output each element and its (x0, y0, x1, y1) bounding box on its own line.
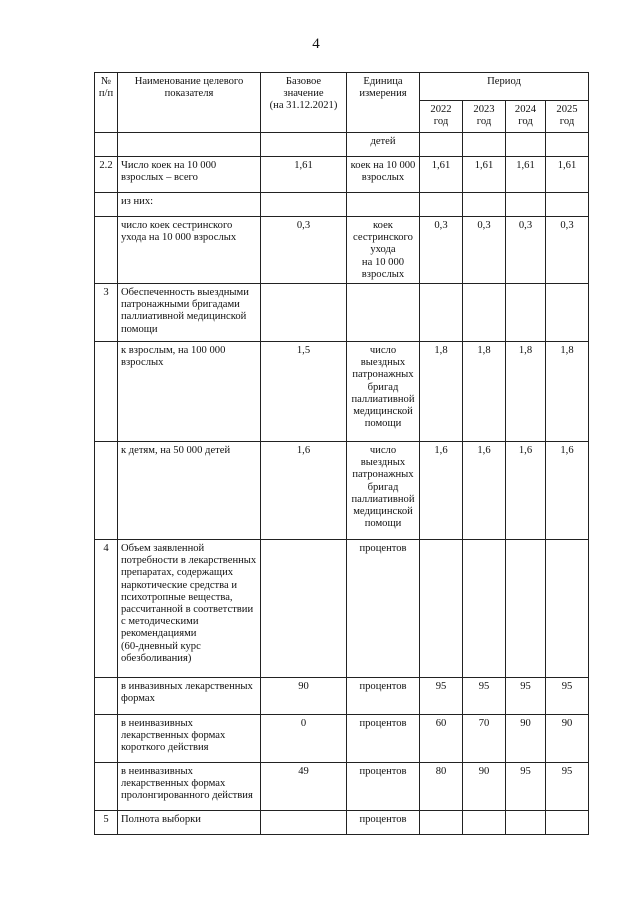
table-row (95, 763, 589, 811)
base-value-cell (261, 133, 347, 157)
year-value-cell: 90 (546, 715, 589, 763)
year-value-cell: 95 (546, 763, 589, 811)
page-number: 4 (312, 36, 320, 52)
year-value-cell: 1,61 (420, 157, 463, 193)
header-period: Период (420, 73, 589, 101)
unit-cell: детей (347, 133, 420, 157)
year-value-cell: 95 (506, 678, 546, 715)
table-row (95, 811, 589, 835)
year-value-cell: 1,8 (420, 342, 463, 442)
indicator-name-cell: к взрослым, на 100 000 взрослых (118, 342, 261, 442)
indicator-name-cell: в инвазивных лекарственных формах (118, 678, 261, 715)
target-indicators-table (94, 72, 589, 835)
base-value-cell: 1,6 (261, 442, 347, 540)
year-value-cell (546, 811, 589, 835)
indicator-name-cell: в неинвазивных лекарственных формах короткого действия (118, 715, 261, 763)
year-value-cell (420, 811, 463, 835)
unit-cell: коек на 10 000 взрослых (347, 157, 420, 193)
unit-cell: процентов (347, 763, 420, 811)
year-value-cell: 1,6 (506, 442, 546, 540)
year-value-cell (463, 540, 506, 678)
unit-cell: процентов (347, 678, 420, 715)
year-value-cell: 60 (420, 715, 463, 763)
year-value-cell: 0,3 (546, 217, 589, 284)
row-num-cell (95, 217, 118, 284)
header-year: 2022 год (420, 101, 463, 133)
unit-cell: процентов (347, 715, 420, 763)
year-value-cell (546, 133, 589, 157)
year-value-cell: 80 (420, 763, 463, 811)
table-row (95, 284, 589, 342)
year-value-cell: 0,3 (420, 217, 463, 284)
table-row (95, 342, 589, 442)
base-value-cell (261, 540, 347, 678)
year-value-cell (420, 284, 463, 342)
base-value-cell (261, 284, 347, 342)
table-row (95, 442, 589, 540)
base-value-cell (261, 193, 347, 217)
unit-cell: число выездных патронажных бригад паллиативной медицинской помощи (347, 342, 420, 442)
row-num-cell (95, 715, 118, 763)
year-value-cell: 0,3 (506, 217, 546, 284)
indicator-name-cell: Обеспеченность выездными патронажными бригадами паллиативной медицинской помощи (118, 284, 261, 342)
year-value-cell: 90 (463, 763, 506, 811)
row-num-cell: 5 (95, 811, 118, 835)
year-value-cell: 1,61 (506, 157, 546, 193)
year-value-cell: 1,8 (546, 342, 589, 442)
year-value-cell: 1,61 (546, 157, 589, 193)
indicator-name-cell: Число коек на 10 000 взрослых – всего (118, 157, 261, 193)
year-value-cell: 95 (546, 678, 589, 715)
table-row (95, 540, 589, 678)
year-value-cell (420, 193, 463, 217)
table-row (95, 678, 589, 715)
unit-cell: процентов (347, 540, 420, 678)
year-value-cell: 95 (506, 763, 546, 811)
year-value-cell (546, 284, 589, 342)
table-row (95, 157, 589, 193)
base-value-cell: 1,61 (261, 157, 347, 193)
year-value-cell: 1,8 (463, 342, 506, 442)
year-value-cell (546, 540, 589, 678)
year-value-cell: 1,6 (463, 442, 506, 540)
year-value-cell (420, 540, 463, 678)
indicator-name-cell: к детям, на 50 000 детей (118, 442, 261, 540)
indicator-name-cell: Объем заявленной потребности в лекарственных препаратах, содержащих наркотические средства и психотропные вещества, рассчитанной в соответствии с методическими рекомендациями (60-дневный курс обезболивания) (118, 540, 261, 678)
unit-cell: число выездных патронажных бригад паллиативной медицинской помощи (347, 442, 420, 540)
table-row (95, 217, 589, 284)
base-value-cell: 0 (261, 715, 347, 763)
year-value-cell: 0,3 (463, 217, 506, 284)
unit-cell: коек сестринского ухода на 10 000 взрослых (347, 217, 420, 284)
year-value-cell (546, 193, 589, 217)
year-value-cell: 1,6 (420, 442, 463, 540)
base-value-cell (261, 811, 347, 835)
year-value-cell: 1,61 (463, 157, 506, 193)
header-year: 2024 год (506, 101, 546, 133)
indicator-name-cell: Полнота выборки (118, 811, 261, 835)
year-value-cell: 95 (463, 678, 506, 715)
header-row (95, 73, 589, 101)
year-value-cell (463, 284, 506, 342)
year-value-cell (463, 193, 506, 217)
year-value-cell (463, 133, 506, 157)
table-row (95, 715, 589, 763)
indicator-name-cell: число коек сестринского ухода на 10 000 взрослых (118, 217, 261, 284)
row-num-cell: 2.2 (95, 157, 118, 193)
row-num-cell (95, 442, 118, 540)
year-value-cell: 1,8 (506, 342, 546, 442)
year-value-cell: 95 (420, 678, 463, 715)
indicator-name-cell (118, 133, 261, 157)
row-num-cell (95, 133, 118, 157)
row-num-cell (95, 193, 118, 217)
table-row (95, 133, 589, 157)
header-year: 2023 год (463, 101, 506, 133)
base-value-cell: 0,3 (261, 217, 347, 284)
row-num-cell (95, 763, 118, 811)
indicator-name-cell: в неинвазивных лекарственных формах пролонгированного действия (118, 763, 261, 811)
year-value-cell (506, 811, 546, 835)
row-num-cell (95, 342, 118, 442)
row-num-cell (95, 678, 118, 715)
header-year: 2025 год (546, 101, 589, 133)
unit-cell (347, 193, 420, 217)
row-num-cell: 3 (95, 284, 118, 342)
header-base: Базовое значение (на 31.12.2021) (261, 73, 347, 133)
header-name: Наименование целевого показателя (118, 73, 261, 133)
year-value-cell (506, 193, 546, 217)
header-num: № п/п (95, 73, 118, 133)
base-value-cell: 49 (261, 763, 347, 811)
unit-cell: процентов (347, 811, 420, 835)
header-unit: Единица измерения (347, 73, 420, 133)
year-value-cell (506, 540, 546, 678)
base-value-cell: 1,5 (261, 342, 347, 442)
year-value-cell (506, 133, 546, 157)
base-value-cell: 90 (261, 678, 347, 715)
year-value-cell: 90 (506, 715, 546, 763)
unit-cell (347, 284, 420, 342)
year-value-cell (506, 284, 546, 342)
year-value-cell (463, 811, 506, 835)
table-row (95, 193, 589, 217)
row-num-cell: 4 (95, 540, 118, 678)
year-value-cell (420, 133, 463, 157)
year-value-cell: 1,6 (546, 442, 589, 540)
year-value-cell: 70 (463, 715, 506, 763)
indicator-name-cell: из них: (118, 193, 261, 217)
